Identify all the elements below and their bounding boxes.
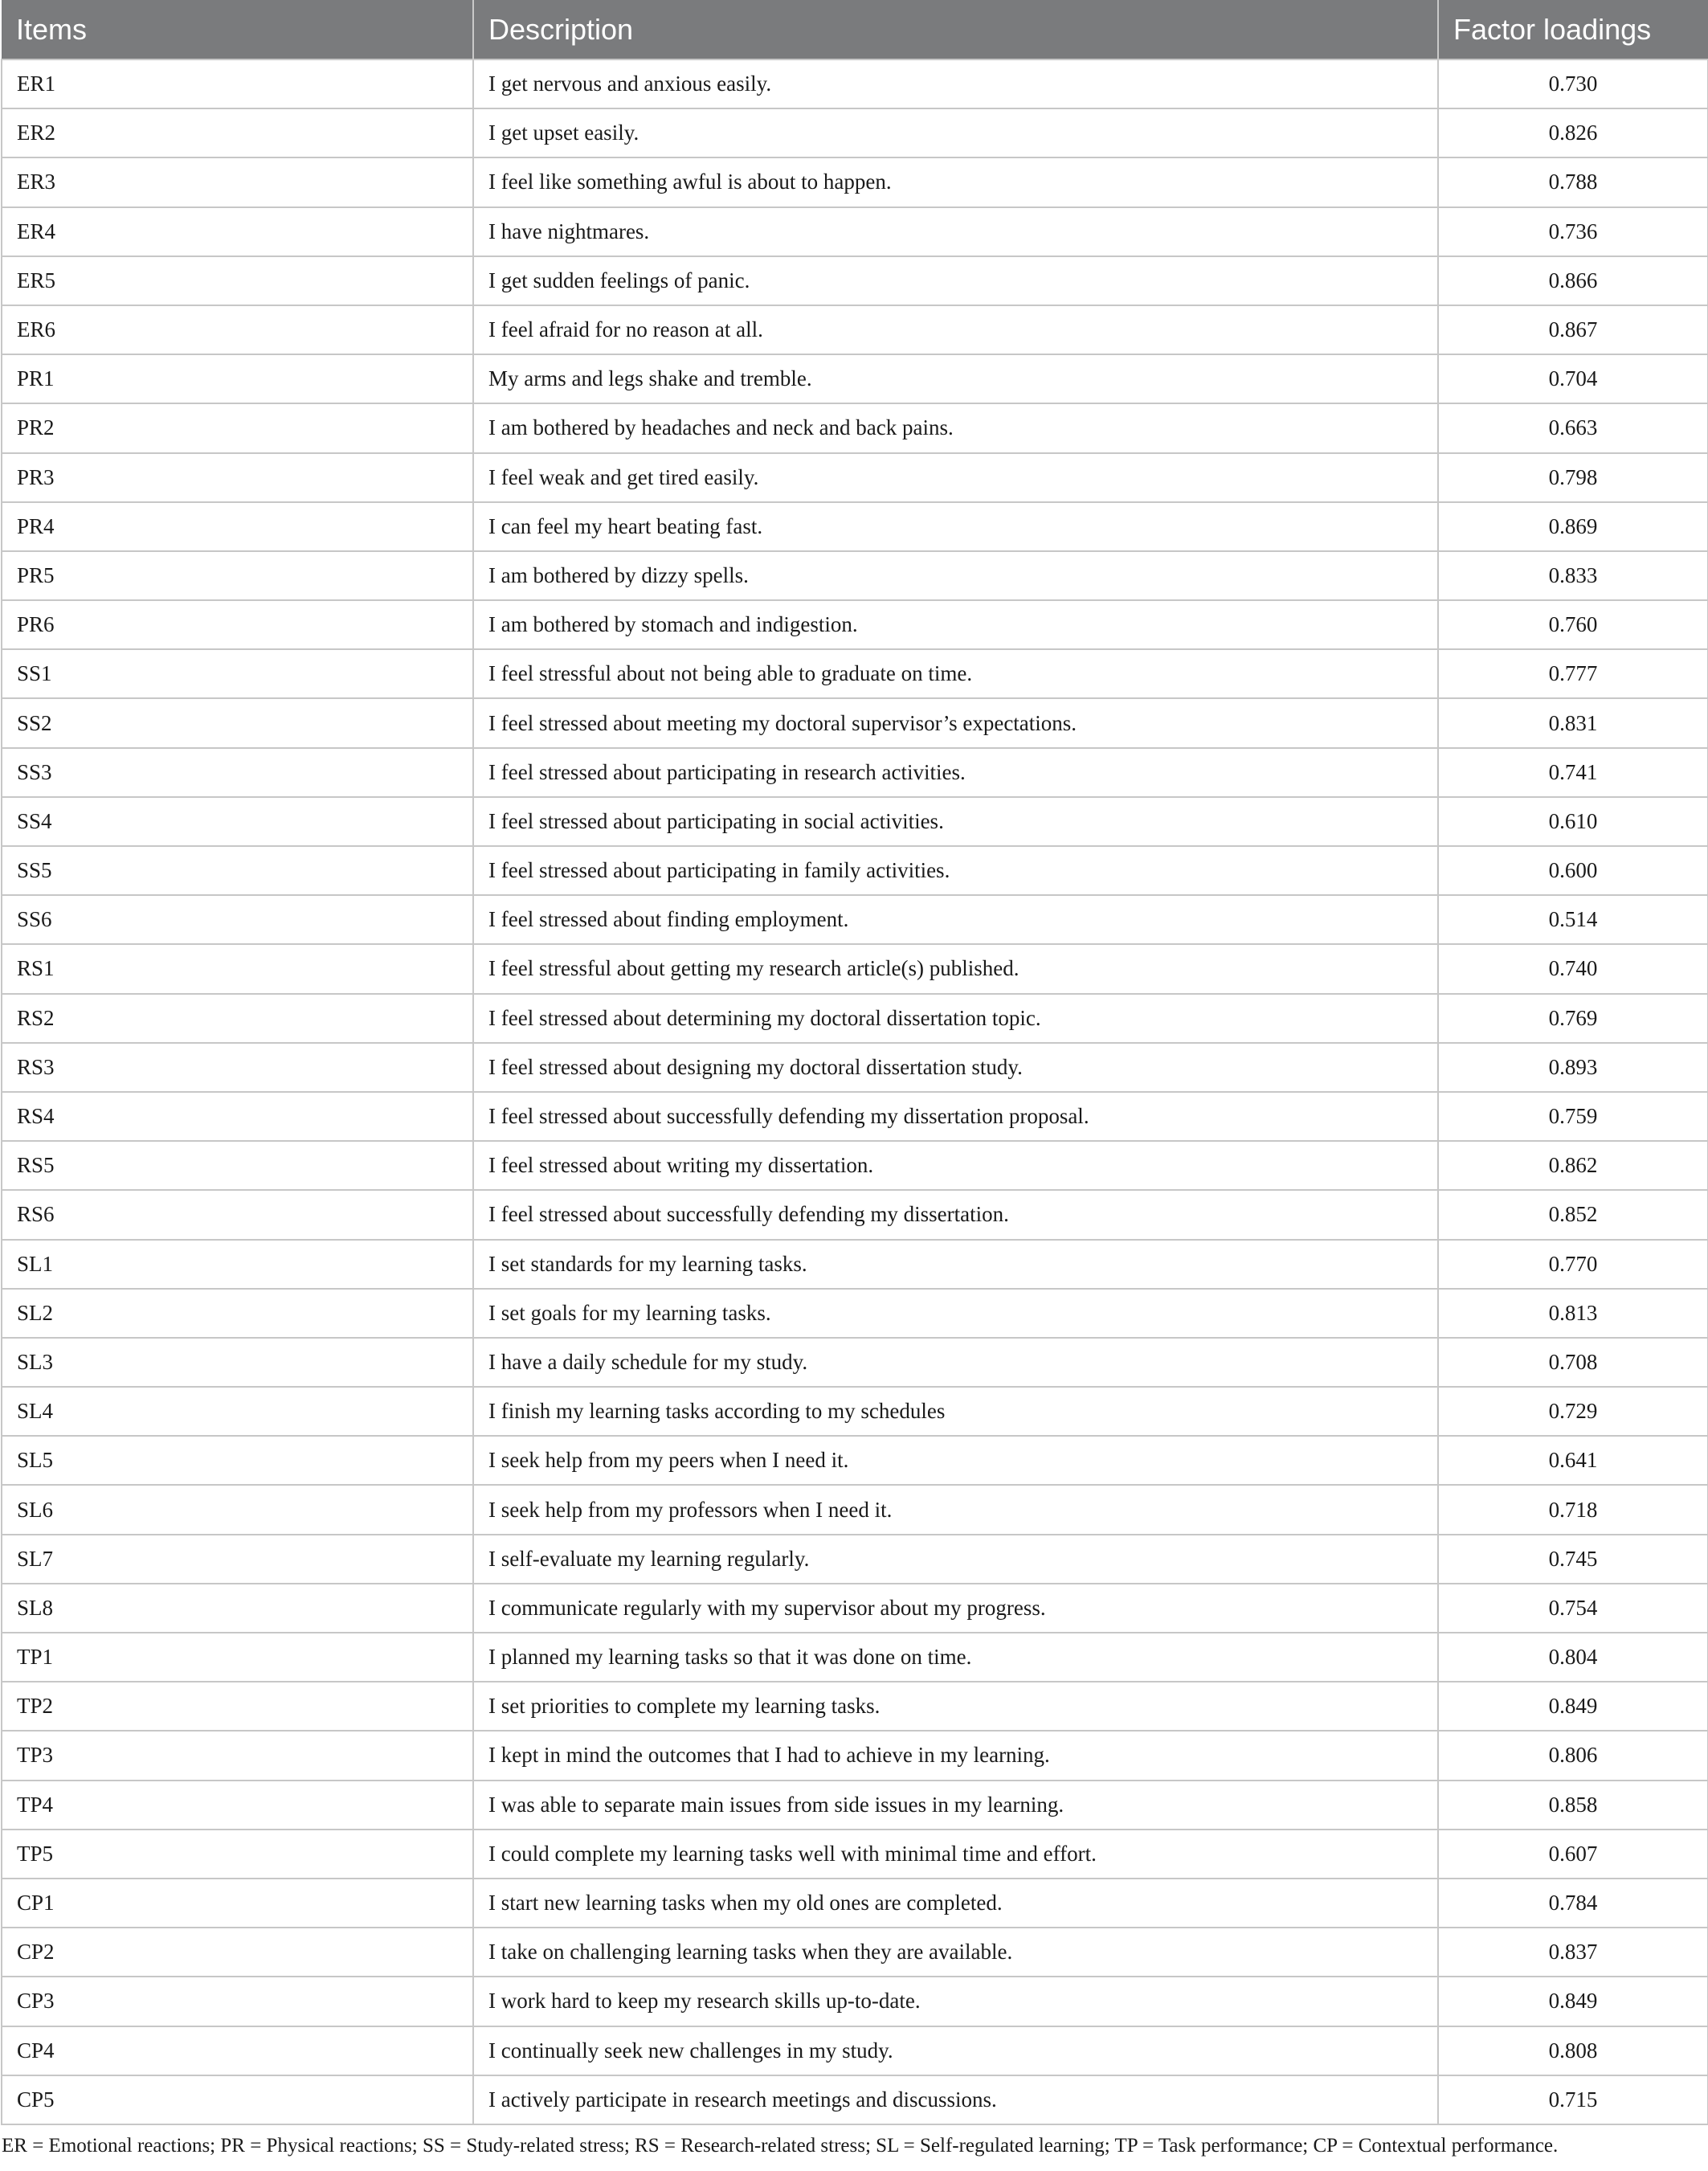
item-code-cell: ER5 bbox=[2, 256, 473, 305]
description-cell: I get nervous and anxious easily. bbox=[473, 59, 1438, 108]
description-cell: I feel stressed about meeting my doctoral supervisor’s expectations. bbox=[473, 698, 1438, 747]
description-cell: I seek help from my peers when I need it. bbox=[473, 1436, 1438, 1485]
item-code-cell: ER6 bbox=[2, 305, 473, 354]
description-cell: I take on challenging learning tasks when they are available. bbox=[473, 1928, 1438, 1977]
item-code-cell: PR5 bbox=[2, 551, 473, 600]
table-row bbox=[2, 797, 1708, 846]
factor-loading-cell: 0.837 bbox=[1438, 1928, 1708, 1977]
item-code-cell: PR1 bbox=[2, 354, 473, 403]
table-row bbox=[2, 1535, 1708, 1584]
header-description: Description bbox=[473, 0, 1438, 59]
table-row bbox=[2, 1928, 1708, 1977]
table-row bbox=[2, 1043, 1708, 1092]
factor-loading-cell: 0.715 bbox=[1438, 2075, 1708, 2124]
table-row bbox=[2, 1879, 1708, 1928]
item-code-cell: ER3 bbox=[2, 157, 473, 206]
item-code-cell: CP5 bbox=[2, 2075, 473, 2124]
table-row bbox=[2, 157, 1708, 206]
description-cell: I feel stressed about participating in social activities. bbox=[473, 797, 1438, 846]
item-code-cell: SL2 bbox=[2, 1289, 473, 1338]
table-row bbox=[2, 1092, 1708, 1141]
header-row bbox=[2, 0, 1708, 59]
item-code-cell: SS2 bbox=[2, 698, 473, 747]
table-row bbox=[2, 846, 1708, 895]
table-row bbox=[2, 1387, 1708, 1436]
description-cell: I communicate regularly with my supervisor about my progress. bbox=[473, 1584, 1438, 1633]
description-cell: I have a daily schedule for my study. bbox=[473, 1338, 1438, 1387]
item-code-cell: RS3 bbox=[2, 1043, 473, 1092]
table-row bbox=[2, 1485, 1708, 1534]
description-cell: I feel stressful about not being able to graduate on time. bbox=[473, 649, 1438, 698]
table-row bbox=[2, 1141, 1708, 1190]
item-code-cell: SS1 bbox=[2, 649, 473, 698]
factor-loading-cell: 0.867 bbox=[1438, 305, 1708, 354]
description-cell: I work hard to keep my research skills up-to-date. bbox=[473, 1977, 1438, 2026]
factor-loading-cell: 0.514 bbox=[1438, 895, 1708, 944]
factor-loading-cell: 0.754 bbox=[1438, 1584, 1708, 1633]
factor-loading-cell: 0.784 bbox=[1438, 1879, 1708, 1928]
item-code-cell: SL7 bbox=[2, 1535, 473, 1584]
item-code-cell: CP4 bbox=[2, 2026, 473, 2075]
description-cell: I continually seek new challenges in my study. bbox=[473, 2026, 1438, 2075]
factor-loading-cell: 0.849 bbox=[1438, 1682, 1708, 1731]
item-code-cell: TP4 bbox=[2, 1781, 473, 1830]
factor-loading-cell: 0.869 bbox=[1438, 502, 1708, 551]
item-code-cell: SS5 bbox=[2, 846, 473, 895]
factor-loading-cell: 0.736 bbox=[1438, 207, 1708, 256]
table-row bbox=[2, 2026, 1708, 2075]
description-cell: I set priorities to complete my learning tasks. bbox=[473, 1682, 1438, 1731]
description-cell: I finish my learning tasks according to my schedules bbox=[473, 1387, 1438, 1436]
factor-loading-cell: 0.852 bbox=[1438, 1190, 1708, 1239]
item-code-cell: PR3 bbox=[2, 453, 473, 502]
table-row bbox=[2, 354, 1708, 403]
description-cell: I feel afraid for no reason at all. bbox=[473, 305, 1438, 354]
table-row bbox=[2, 944, 1708, 993]
table-row bbox=[2, 59, 1708, 108]
table-row bbox=[2, 453, 1708, 502]
factor-loading-cell: 0.804 bbox=[1438, 1633, 1708, 1682]
description-cell: I kept in mind the outcomes that I had to achieve in my learning. bbox=[473, 1731, 1438, 1780]
item-code-cell: ER4 bbox=[2, 207, 473, 256]
header-items: Items bbox=[2, 0, 473, 59]
item-code-cell: SL3 bbox=[2, 1338, 473, 1387]
table-row bbox=[2, 1584, 1708, 1633]
description-cell: I get sudden feelings of panic. bbox=[473, 256, 1438, 305]
description-cell: I self-evaluate my learning regularly. bbox=[473, 1535, 1438, 1584]
description-cell: I could complete my learning tasks well with minimal time and effort. bbox=[473, 1830, 1438, 1879]
description-cell: I was able to separate main issues from side issues in my learning. bbox=[473, 1781, 1438, 1830]
factor-loading-cell: 0.798 bbox=[1438, 453, 1708, 502]
item-code-cell: SL4 bbox=[2, 1387, 473, 1436]
factor-loading-cell: 0.760 bbox=[1438, 600, 1708, 649]
table-footnote: ER = Emotional reactions; PR = Physical reactions; SS = Study-related stress; RS = Research-related stress; SL = Self-regulated learning; TP = Task performance; CP = Contextual performance. bbox=[2, 2135, 1559, 2157]
table-row bbox=[2, 1436, 1708, 1485]
table-row bbox=[2, 649, 1708, 698]
item-code-cell: SS4 bbox=[2, 797, 473, 846]
description-cell: I feel stressful about getting my research article(s) published. bbox=[473, 944, 1438, 993]
item-code-cell: PR2 bbox=[2, 403, 473, 452]
factor-loading-cell: 0.708 bbox=[1438, 1338, 1708, 1387]
factor-loading-cell: 0.663 bbox=[1438, 403, 1708, 452]
factor-loading-cell: 0.730 bbox=[1438, 59, 1708, 108]
table-row bbox=[2, 1190, 1708, 1239]
table-row bbox=[2, 895, 1708, 944]
description-cell: I set goals for my learning tasks. bbox=[473, 1289, 1438, 1338]
table-row bbox=[2, 551, 1708, 600]
item-code-cell: CP3 bbox=[2, 1977, 473, 2026]
item-code-cell: PR4 bbox=[2, 502, 473, 551]
factor-loading-cell: 0.806 bbox=[1438, 1731, 1708, 1780]
item-code-cell: RS4 bbox=[2, 1092, 473, 1141]
table-row bbox=[2, 403, 1708, 452]
description-cell: I am bothered by stomach and indigestion. bbox=[473, 600, 1438, 649]
description-cell: I feel stressed about finding employment. bbox=[473, 895, 1438, 944]
description-cell: My arms and legs shake and tremble. bbox=[473, 354, 1438, 403]
factor-loading-cell: 0.813 bbox=[1438, 1289, 1708, 1338]
item-code-cell: SL8 bbox=[2, 1584, 473, 1633]
item-code-cell: RS6 bbox=[2, 1190, 473, 1239]
table-row bbox=[2, 994, 1708, 1043]
table-row bbox=[2, 1633, 1708, 1682]
factor-loading-cell: 0.729 bbox=[1438, 1387, 1708, 1436]
description-cell: I feel stressed about participating in family activities. bbox=[473, 846, 1438, 895]
description-cell: I can feel my heart beating fast. bbox=[473, 502, 1438, 551]
item-code-cell: RS5 bbox=[2, 1141, 473, 1190]
factor-loading-cell: 0.777 bbox=[1438, 649, 1708, 698]
table-row bbox=[2, 108, 1708, 157]
factor-loading-cell: 0.600 bbox=[1438, 846, 1708, 895]
table-row bbox=[2, 305, 1708, 354]
factor-loading-cell: 0.862 bbox=[1438, 1141, 1708, 1190]
description-cell: I feel stressed about designing my doctoral dissertation study. bbox=[473, 1043, 1438, 1092]
factor-loading-cell: 0.893 bbox=[1438, 1043, 1708, 1092]
item-code-cell: ER1 bbox=[2, 59, 473, 108]
table-row bbox=[2, 748, 1708, 797]
factor-loading-cell: 0.769 bbox=[1438, 994, 1708, 1043]
item-code-cell: TP5 bbox=[2, 1830, 473, 1879]
table-row bbox=[2, 502, 1708, 551]
item-code-cell: SL6 bbox=[2, 1485, 473, 1534]
item-code-cell: CP2 bbox=[2, 1928, 473, 1977]
factor-loading-cell: 0.788 bbox=[1438, 157, 1708, 206]
description-cell: I feel stressed about participating in research activities. bbox=[473, 748, 1438, 797]
description-cell: I start new learning tasks when my old ones are completed. bbox=[473, 1879, 1438, 1928]
factor-loading-cell: 0.740 bbox=[1438, 944, 1708, 993]
description-cell: I have nightmares. bbox=[473, 207, 1438, 256]
factor-loading-cell: 0.849 bbox=[1438, 1977, 1708, 2026]
table-row bbox=[2, 1338, 1708, 1387]
factor-loading-cell: 0.770 bbox=[1438, 1240, 1708, 1289]
description-cell: I am bothered by dizzy spells. bbox=[473, 551, 1438, 600]
description-cell: I get upset easily. bbox=[473, 108, 1438, 157]
item-code-cell: ER2 bbox=[2, 108, 473, 157]
factor-loadings-table bbox=[1, 0, 1708, 2125]
factor-loading-cell: 0.858 bbox=[1438, 1781, 1708, 1830]
description-cell: I feel stressed about successfully defending my dissertation proposal. bbox=[473, 1092, 1438, 1141]
table-row bbox=[2, 1240, 1708, 1289]
table-row bbox=[2, 2075, 1708, 2124]
item-code-cell: TP2 bbox=[2, 1682, 473, 1731]
factor-loading-cell: 0.718 bbox=[1438, 1485, 1708, 1534]
table-body bbox=[2, 59, 1708, 2124]
table-row bbox=[2, 1977, 1708, 2026]
item-code-cell: CP1 bbox=[2, 1879, 473, 1928]
item-code-cell: RS2 bbox=[2, 994, 473, 1043]
factor-loading-cell: 0.833 bbox=[1438, 551, 1708, 600]
factor-loading-cell: 0.759 bbox=[1438, 1092, 1708, 1141]
factor-loading-cell: 0.741 bbox=[1438, 748, 1708, 797]
description-cell: I feel stressed about successfully defending my dissertation. bbox=[473, 1190, 1438, 1239]
description-cell: I seek help from my professors when I need it. bbox=[473, 1485, 1438, 1534]
table-row bbox=[2, 600, 1708, 649]
factor-loading-cell: 0.745 bbox=[1438, 1535, 1708, 1584]
table-row bbox=[2, 256, 1708, 305]
factor-loading-cell: 0.607 bbox=[1438, 1830, 1708, 1879]
header-factor-loadings: Factor loadings bbox=[1438, 0, 1708, 59]
description-cell: I feel stressed about writing my dissertation. bbox=[473, 1141, 1438, 1190]
factor-loading-cell: 0.704 bbox=[1438, 354, 1708, 403]
description-cell: I feel stressed about determining my doctoral dissertation topic. bbox=[473, 994, 1438, 1043]
factor-loading-cell: 0.831 bbox=[1438, 698, 1708, 747]
description-cell: I feel weak and get tired easily. bbox=[473, 453, 1438, 502]
table-row bbox=[2, 1781, 1708, 1830]
item-code-cell: SL1 bbox=[2, 1240, 473, 1289]
item-code-cell: PR6 bbox=[2, 600, 473, 649]
item-code-cell: TP3 bbox=[2, 1731, 473, 1780]
description-cell: I feel like something awful is about to happen. bbox=[473, 157, 1438, 206]
description-cell: I set standards for my learning tasks. bbox=[473, 1240, 1438, 1289]
table-row bbox=[2, 1830, 1708, 1879]
description-cell: I actively participate in research meetings and discussions. bbox=[473, 2075, 1438, 2124]
factor-loading-cell: 0.641 bbox=[1438, 1436, 1708, 1485]
item-code-cell: SL5 bbox=[2, 1436, 473, 1485]
item-code-cell: SS6 bbox=[2, 895, 473, 944]
item-code-cell: TP1 bbox=[2, 1633, 473, 1682]
factor-loading-cell: 0.610 bbox=[1438, 797, 1708, 846]
item-code-cell: RS1 bbox=[2, 944, 473, 993]
table-row bbox=[2, 1682, 1708, 1731]
description-cell: I am bothered by headaches and neck and back pains. bbox=[473, 403, 1438, 452]
item-code-cell: SS3 bbox=[2, 748, 473, 797]
table-row bbox=[2, 1731, 1708, 1780]
description-cell: I planned my learning tasks so that it was done on time. bbox=[473, 1633, 1438, 1682]
table-row bbox=[2, 698, 1708, 747]
table-header bbox=[2, 0, 1708, 59]
factor-loading-cell: 0.826 bbox=[1438, 108, 1708, 157]
table-row bbox=[2, 207, 1708, 256]
table-row bbox=[2, 1289, 1708, 1338]
factor-loading-cell: 0.866 bbox=[1438, 256, 1708, 305]
factor-loading-cell: 0.808 bbox=[1438, 2026, 1708, 2075]
